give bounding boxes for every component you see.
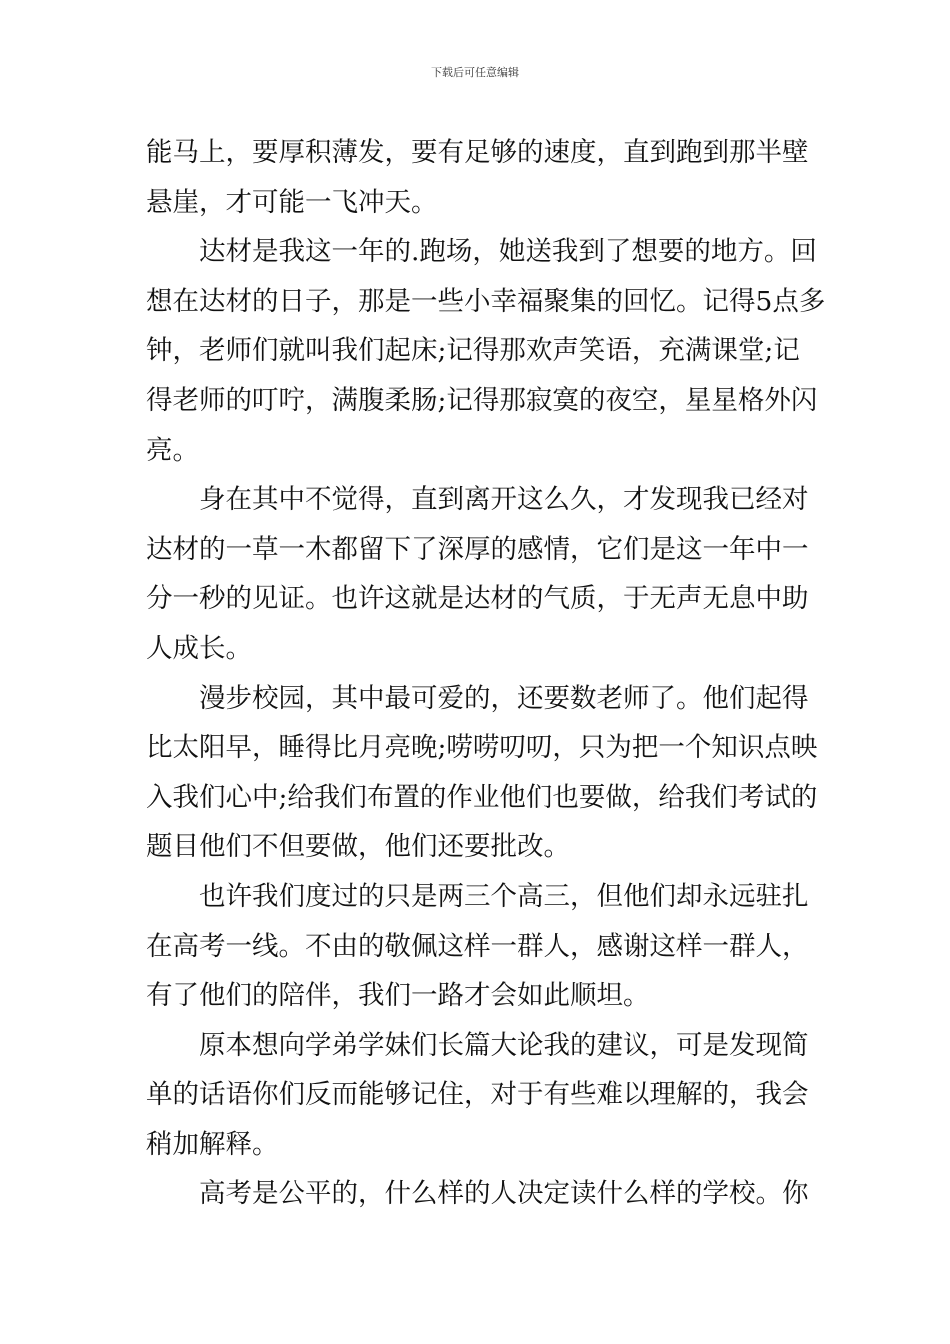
text-line: 亮。 — [146, 434, 199, 466]
text-line: 能马上，要厚积薄发，要有足够的速度，直到跑到那半壁 — [146, 137, 809, 168]
text-line: 稍加解释。 — [146, 1128, 279, 1160]
text-line: 钟，老师们就叫我们起床;记得那欢声笑语，充满课堂;记 — [146, 335, 800, 367]
text-line: 在高考一线。不由的敬佩这样一群人，感谢这样一群人， — [146, 930, 809, 962]
text-line: 有了他们的陪伴，我们一路才会如此顺坦。 — [146, 980, 650, 1012]
text-line: 题目他们不但要做，他们还要批改。 — [146, 831, 570, 863]
text-line: 单的话语你们反而能够记住，对于有些难以理解的，我会 — [146, 1079, 809, 1111]
text-line: 身在其中不觉得，直到离开这么久，才发现我已经对 — [146, 484, 809, 516]
text-line: 也许我们度过的只是两三个高三，但他们却永远驻扎 — [146, 880, 809, 912]
page-header: 下载后可任意编辑 — [431, 66, 519, 79]
text-line: 达材的一草一木都留下了深厚的感情，它们是这一年中一 — [146, 533, 809, 565]
text-line: 入我们心中;给我们布置的作业他们也要做，给我们考试的 — [146, 781, 818, 813]
text-line: 得老师的叮咛，满腹柔肠;记得那寂寞的夜空，星星格外闪 — [146, 384, 818, 416]
text-line: 分一秒的见证。也许这就是达材的气质，于无声无息中助 — [146, 583, 809, 615]
text-line: 达材是我这一年的.跑场，她送我到了想要的地方。回 — [146, 236, 817, 268]
text-line: 悬崖，才可能一飞冲天。 — [146, 186, 438, 218]
text-line: 原本想向学弟学妹们长篇大论我的建议，可是发现简 — [146, 1029, 809, 1061]
text-line: 比太阳早，睡得比月亮晚;唠唠叨叨，只为把一个知识点映 — [146, 732, 818, 764]
text-line: 想在达材的日子，那是一些小幸福聚集的回忆。记得5点多 — [146, 285, 826, 317]
text-line: 人成长。 — [146, 632, 252, 664]
document-body — [146, 128, 826, 1219]
text-line: 高考是公平的，什么样的人决定读什么样的学校。你 — [146, 1178, 809, 1210]
text-line: 漫步校园，其中最可爱的，还要数老师了。他们起得 — [146, 682, 809, 714]
